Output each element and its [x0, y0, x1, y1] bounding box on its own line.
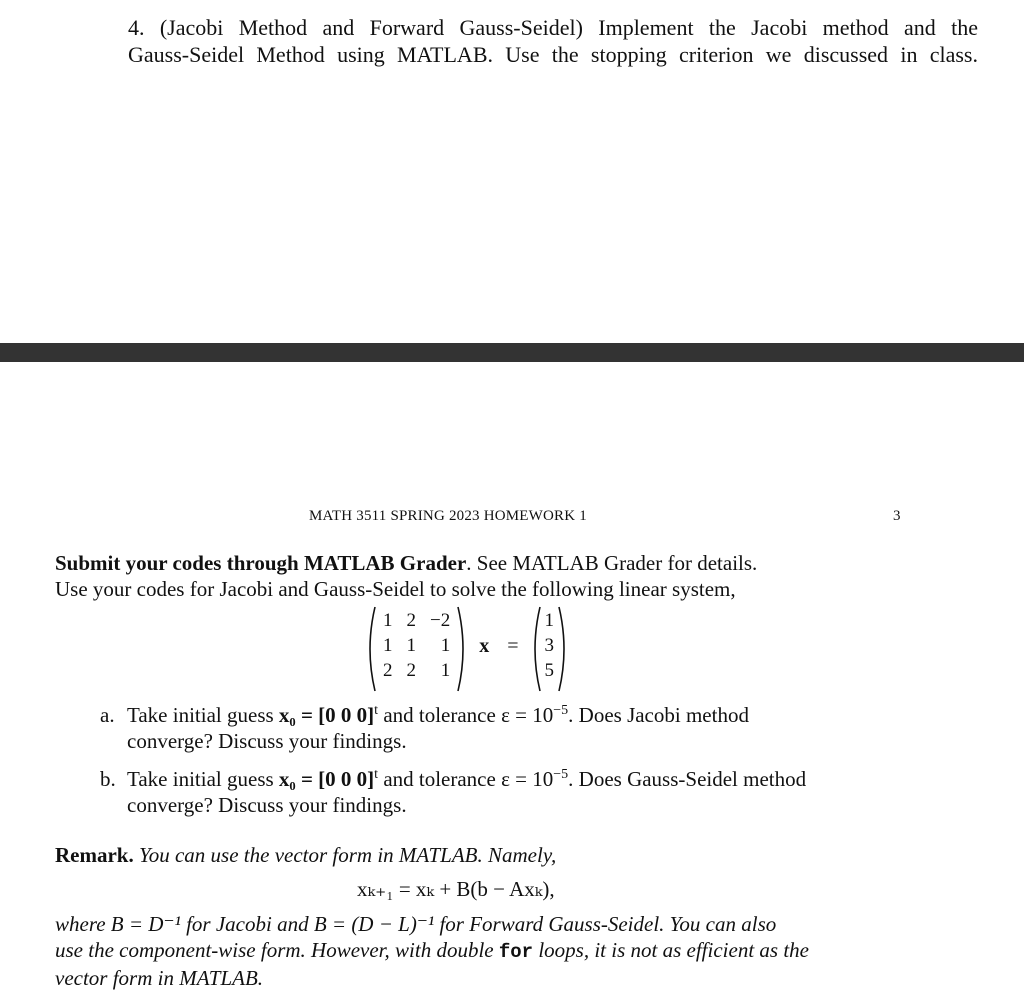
code-for-keyword: for — [498, 941, 534, 963]
rhs-cell: 3 — [544, 635, 554, 656]
submit-rest: . See MATLAB Grader for details. — [466, 551, 758, 575]
unknown-vector: x — [479, 634, 490, 657]
submit-line-2: Use your codes for Jacobi and Gauss-Seidel to solve the following linear system, — [55, 577, 736, 601]
rhs-cell: 5 — [544, 660, 554, 681]
part-a-question: . Does Jacobi method — [568, 703, 749, 727]
remark-line-2-post: loops, it is not as efficient as the — [533, 938, 809, 962]
rhs-cell: 1 — [544, 610, 554, 631]
matrix-cell: 2 — [383, 660, 393, 681]
remark-intro: You can use the vector form in MATLAB. Namely, — [133, 843, 557, 867]
submit-line-1 — [55, 550, 905, 576]
remark-line-2 — [55, 937, 905, 965]
matrix-cell: 1 — [383, 610, 393, 631]
matrix-cell: 1 — [383, 635, 393, 656]
part-b-line-1 — [127, 766, 907, 792]
right-paren-icon — [558, 606, 570, 692]
part-a-marker: a. — [100, 703, 115, 727]
remark — [55, 842, 905, 868]
page-header — [0, 508, 1024, 528]
part-a-exponent: −5 — [553, 703, 569, 718]
rhs-vector — [529, 609, 571, 684]
problem-4-line-2: Gauss-Seidel Method using MATLAB. Use the stopping criterion we discussed in class. — [128, 42, 978, 67]
matrix-cell: −2 — [430, 610, 451, 631]
equals-sign: = — [507, 634, 519, 657]
matrix-cell: 2 — [406, 660, 416, 681]
part-a-line-2: converge? Discuss your findings. — [127, 729, 407, 753]
part-b-guess: x₀ = [0 0 0] — [278, 767, 375, 791]
left-paren-icon — [529, 606, 541, 692]
part-b-tolerance: and tolerance ε = 10 — [378, 767, 554, 791]
left-paren-icon — [364, 606, 376, 692]
submit-bold: Submit your codes through MATLAB Grader — [55, 551, 467, 575]
remark-line-3: vector form in MATLAB. — [55, 966, 264, 990]
page-separator — [0, 343, 1024, 362]
iteration-formula: xₖ₊₁ = xₖ + B(b − Axₖ), — [357, 877, 555, 901]
matrix-cell: 1 — [440, 660, 451, 681]
remark-body — [55, 911, 905, 991]
matrix-cell: 1 — [440, 635, 451, 656]
linear-system — [364, 606, 570, 686]
part-b-question: . Does Gauss-Seidel method — [568, 767, 807, 791]
part-a-guess: x₀ = [0 0 0] — [278, 703, 375, 727]
part-b-marker: b. — [100, 767, 116, 791]
right-paren-icon — [457, 606, 469, 692]
part-b-transpose: t — [374, 767, 379, 782]
problem-4-line-1: 4. (Jacobi Method and Forward Gauss-Seidel) Implement the Jacobi method and the — [128, 15, 978, 40]
part-b-text: Take initial guess — [127, 767, 279, 791]
matrix-cell: 1 — [406, 635, 416, 656]
part-a-transpose: t — [374, 703, 379, 718]
coefficient-matrix — [364, 609, 469, 684]
part-a-tolerance: and tolerance ε = 10 — [378, 703, 554, 727]
problem-4 — [128, 14, 978, 68]
part-b-line-2: converge? Discuss your findings. — [127, 793, 407, 817]
part-a-line-1 — [127, 702, 907, 728]
matrix-cell: 2 — [406, 610, 416, 631]
remark-line-1: where B = D⁻¹ for Jacobi and B = (D − L)⁻¹ for Forward Gauss-Seidel. You can also — [55, 912, 777, 936]
remark-line-2-pre: use the component-wise form. However, with double — [55, 938, 499, 962]
part-a-text: Take initial guess — [127, 703, 279, 727]
header-title: MATH 3511 SPRING 2023 HOMEWORK 1 — [309, 508, 587, 524]
page-number: 3 — [893, 508, 901, 524]
submit-paragraph — [55, 550, 905, 602]
remark-label: Remark. — [55, 843, 134, 867]
part-b-exponent: −5 — [553, 767, 569, 782]
